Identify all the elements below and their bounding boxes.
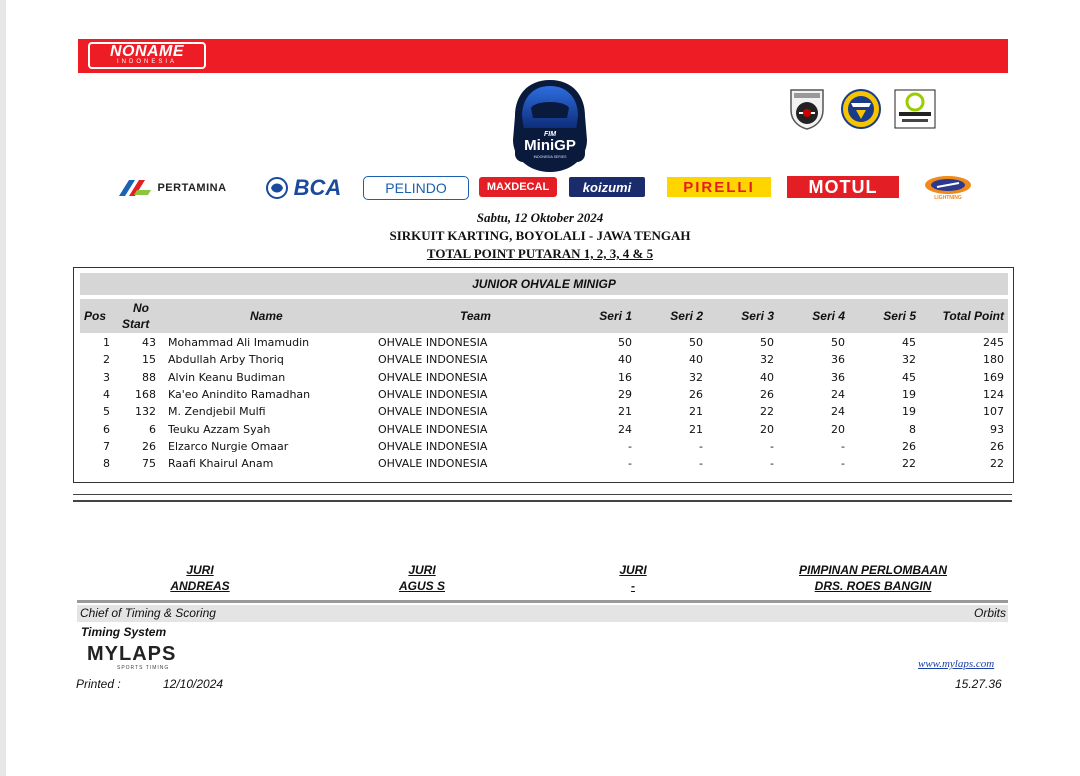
results-table: [73, 267, 1014, 483]
cell-seri-3: 40: [760, 370, 774, 384]
signature-role-1: JURI: [186, 563, 214, 577]
cell-team: OHVALE INDONESIA: [378, 353, 488, 367]
sponsor-motul: MOTUL: [787, 176, 899, 198]
cell-seri-4: 50: [831, 336, 845, 349]
cell-seri-5: 22: [902, 457, 916, 471]
timing-system-label: Timing System: [81, 625, 167, 639]
cell-start-number: 43: [142, 336, 156, 349]
event-date: Sabtu, 12 Oktober 2024: [476, 210, 604, 225]
cell-start-number: 168: [135, 387, 156, 401]
cell-pos: 2: [103, 353, 110, 367]
table-row: [80, 404, 1008, 421]
cell-seri-5: 45: [902, 370, 916, 384]
cell-seri-4: -: [841, 439, 845, 453]
cell-total-point: 26: [990, 439, 1004, 453]
table-row: [80, 439, 1008, 456]
col-start: Start: [122, 317, 150, 331]
table-row: [80, 352, 1008, 369]
cell-total-point: 180: [983, 353, 1004, 367]
cell-rider-name: Abdullah Arby Thoriq: [168, 353, 284, 367]
cell-pos: 5: [103, 405, 110, 419]
cell-start-number: 6: [149, 422, 156, 436]
col-total: Total Point: [942, 309, 1004, 323]
cell-total-point: 124: [983, 387, 1004, 401]
cell-seri-3: 20: [760, 422, 774, 436]
cell-start-number: 15: [142, 353, 156, 367]
motogp-federation-logo: [785, 88, 829, 130]
mylaps-link[interactable]: www.mylaps.com: [918, 658, 995, 670]
orbits-label: Orbits: [973, 606, 1006, 620]
bca-icon: [264, 176, 290, 200]
noname-logo: [88, 42, 206, 69]
cell-rider-name: Teuku Azzam Syah: [168, 422, 271, 436]
cell-seri-2: -: [699, 457, 703, 471]
cell-rider-name: Raafi Khairul Anam: [168, 457, 274, 471]
timing-bar: [77, 605, 1008, 622]
ohvale-indonesia-logo: [893, 88, 937, 130]
imi-logo: [839, 88, 883, 130]
cell-rider-name: Mohammad Ali Imamudin: [168, 336, 310, 349]
cell-seri-3: 32: [760, 353, 774, 367]
cell-seri-1: 29: [618, 387, 632, 401]
cell-seri-4: 24: [831, 405, 845, 419]
cell-seri-3: 26: [760, 387, 774, 401]
page-edge: [0, 0, 6, 776]
table-row: [80, 387, 1008, 404]
chief-timing-label: Chief of Timing & Scoring: [80, 606, 216, 620]
cell-seri-1: 50: [618, 336, 632, 349]
cell-team: OHVALE INDONESIA: [378, 336, 488, 349]
cell-pos: 3: [103, 370, 110, 384]
cell-seri-4: 36: [831, 370, 845, 384]
minigp-logo-fim: FIM: [543, 131, 557, 138]
sponsor-bca: BCA: [255, 174, 350, 202]
cell-start-number: 75: [142, 457, 156, 471]
pertamina-icon: [117, 176, 153, 200]
sponsor-row: [107, 174, 977, 202]
cell-seri-1: 16: [618, 370, 632, 384]
cell-total-point: 169: [983, 370, 1004, 384]
cell-start-number: 26: [142, 439, 156, 453]
printed-date: 12/10/2024: [163, 677, 224, 691]
cell-seri-2: -: [699, 439, 703, 453]
minigp-logo-title: MiniGP: [524, 137, 576, 154]
cell-seri-2: 21: [689, 422, 703, 436]
signature-name-4: DRS. ROES BANGIN: [814, 579, 932, 593]
table-row: [80, 335, 1008, 352]
cell-rider-name: Elzarco Nurgie Omaar: [168, 439, 289, 453]
cell-seri-1: 40: [618, 353, 632, 367]
printed-time: 15.27.36: [955, 677, 1002, 691]
cell-team: OHVALE INDONESIA: [378, 387, 488, 401]
mylaps-wordmark: MYLAPS: [87, 643, 177, 665]
cell-seri-2: 26: [689, 387, 703, 401]
noname-logo-subtext: INDONESIA: [116, 59, 177, 65]
cell-seri-1: 24: [618, 422, 632, 436]
col-no: No: [133, 301, 149, 315]
footer-divider: [77, 600, 1008, 603]
cell-start-number: 132: [135, 405, 156, 419]
cell-seri-3: -: [770, 439, 774, 453]
cell-total-point: 22: [990, 457, 1004, 471]
col-seri-3: Seri 3: [741, 309, 774, 323]
signature-role-3: JURI: [619, 563, 647, 577]
signature-role-2: JURI: [408, 563, 436, 577]
cell-seri-2: 32: [689, 370, 703, 384]
cell-seri-4: 36: [831, 353, 845, 367]
cell-total-point: 245: [983, 336, 1004, 349]
cell-seri-1: -: [628, 439, 632, 453]
report-title: TOTAL POINT PUTARAN 1, 2, 3, 4 & 5: [426, 246, 654, 261]
divider: [73, 494, 1012, 502]
cell-seri-4: 20: [831, 422, 845, 436]
table-row: [80, 422, 1008, 439]
cell-pos: 1: [103, 336, 110, 349]
noname-logo-text: NONAME: [109, 43, 185, 60]
cell-pos: 4: [103, 387, 110, 401]
cell-seri-3: 22: [760, 405, 774, 419]
association-logos: [785, 88, 937, 130]
table-header: [80, 299, 1008, 333]
mylaps-tagline: SPORTS TIMING: [117, 665, 170, 671]
cell-total-point: 107: [983, 405, 1004, 419]
mylaps-logo: [87, 643, 177, 671]
sponsor-maxdecal: MAXDECAL: [479, 177, 557, 197]
col-seri-1: Seri 1: [599, 309, 632, 323]
col-seri-4: Seri 4: [812, 309, 845, 323]
cell-seri-1: 21: [618, 405, 632, 419]
cell-pos: 6: [103, 422, 110, 436]
col-seri-5: Seri 5: [883, 309, 916, 323]
sponsor-pirelli: PIRELLI: [667, 177, 771, 197]
col-seri-2: Seri 2: [670, 309, 703, 323]
table-row: [80, 370, 1008, 387]
cell-pos: 8: [103, 457, 110, 471]
col-team: Team: [460, 309, 491, 323]
event-venue: SIRKUIT KARTING, BOYOLALI - JAWA TENGAH: [389, 228, 691, 243]
cell-seri-3: 50: [760, 336, 774, 349]
cell-seri-5: 45: [902, 336, 916, 349]
signature-name-3: -: [631, 579, 635, 593]
cell-seri-4: 24: [831, 387, 845, 401]
cell-team: OHVALE INDONESIA: [378, 370, 488, 384]
cell-seri-3: -: [770, 457, 774, 471]
minigp-logo-series: INDONESIA SERIES: [533, 155, 567, 159]
signature-name-2: AGUS S: [398, 579, 445, 593]
cell-total-point: 93: [990, 422, 1004, 436]
top-banner: [78, 39, 1008, 73]
sponsor-pelindo: PELINDO: [363, 176, 469, 200]
cell-seri-5: 32: [902, 353, 916, 367]
cell-seri-5: 26: [902, 439, 916, 453]
cell-rider-name: Ka'eo Anindito Ramadhan: [168, 387, 311, 401]
cell-seri-4: -: [841, 457, 845, 471]
signature-role-4: PIMPINAN PERLOMBAAN: [798, 563, 947, 577]
cell-seri-5: 8: [909, 422, 916, 436]
cell-rider-name: M. Zendjebil Mulfi: [168, 405, 266, 419]
signature-name-1: ANDREAS: [170, 579, 230, 593]
cell-start-number: 88: [142, 370, 156, 384]
sponsor-lightning: LIGHTNING: [919, 174, 977, 202]
cell-seri-2: 50: [689, 336, 703, 349]
col-name: Name: [250, 309, 283, 323]
cell-team: OHVALE INDONESIA: [378, 457, 488, 471]
table-row: [80, 456, 1008, 473]
printed-label: Printed :: [76, 677, 121, 691]
cell-pos: 7: [103, 439, 110, 453]
cell-rider-name: Alvin Keanu Budiman: [168, 370, 286, 384]
cell-team: OHVALE INDONESIA: [378, 422, 488, 436]
class-title: JUNIOR OHVALE MINIGP: [80, 273, 1008, 295]
cell-seri-2: 40: [689, 353, 703, 367]
sponsor-pertamina: PERTAMINA: [107, 174, 237, 202]
cell-team: OHVALE INDONESIA: [378, 405, 488, 419]
col-pos: Pos: [84, 309, 107, 323]
cell-seri-2: 21: [689, 405, 703, 419]
minigp-logo: [505, 78, 595, 174]
cell-seri-5: 19: [902, 387, 916, 401]
cell-seri-5: 19: [902, 405, 916, 419]
cell-seri-1: -: [628, 457, 632, 471]
sponsor-koizumi: koizumi: [569, 177, 645, 197]
cell-team: OHVALE INDONESIA: [378, 439, 488, 453]
lightning-icon: [923, 175, 973, 195]
